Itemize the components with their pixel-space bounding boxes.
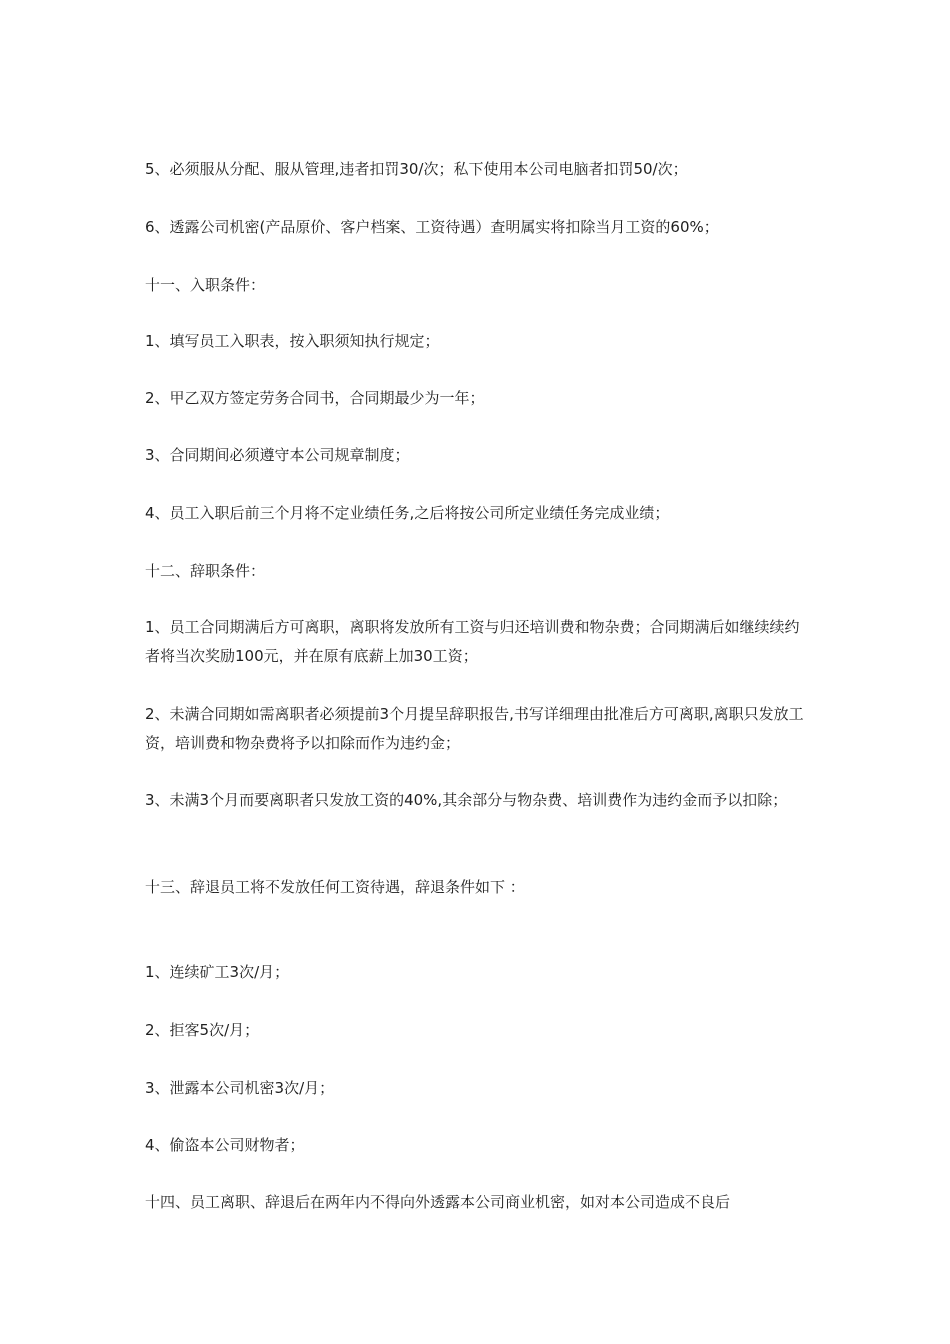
paragraph-dismiss-1: 1、连续矿工3次/月； (145, 963, 290, 981)
paragraph-resign-1: 1、员工合同期满后方可离职，离职将发放所有工资与归还培训费和物杂费；合同期满后如继续续约者将当次奖励100元，并在原有底薪上加30工资； (145, 618, 800, 665)
paragraph-entry-1: 1、填写员工入职表，按入职须知执行规定； (145, 332, 440, 350)
paragraph-rule-5: 5、必须服从分配、服从管理,违者扣罚30/次；私下使用本公司电脑者扣罚50/次； (145, 160, 688, 178)
paragraph-entry-2: 2、甲乙双方签定劳务合同书，合同期最少为一年； (145, 389, 485, 407)
paragraph-entry-3: 3、合同期间必须遵守本公司规章制度； (145, 446, 410, 464)
section-heading-14: 十四、员工离职、辞退后在两年内不得向外透露本公司商业机密，如对本公司造成不良后 (145, 1193, 731, 1211)
paragraph-dismiss-2: 2、拒客5次/月； (145, 1021, 260, 1039)
paragraph-resign-2: 2、未满合同期如需离职者必须提前3个月提呈辞职报告,书写详细理由批准后方可离职,离职只发放工资，培训费和物杂费将予以扣除而作为违约金； (145, 705, 804, 752)
section-heading-13: 十三、辞退员工将不发放任何工资待遇，辞退条件如下 ： (145, 878, 525, 896)
paragraph-entry-4: 4、员工入职后前三个月将不定业绩任务,之后将按公司所定业绩任务完成业绩； (145, 504, 670, 522)
paragraph-dismiss-4: 4、偷盗本公司财物者； (145, 1136, 305, 1154)
paragraph-rule-6: 6、透露公司机密(产品原价、客户档案、工资待遇）查明属实将扣除当月工资的60%； (145, 218, 719, 236)
section-heading-12: 十二、辞职条件： (145, 562, 266, 580)
paragraph-dismiss-3: 3、泄露本公司机密3次/月； (145, 1079, 335, 1097)
paragraph-resign-3: 3、未满3个月而要离职者只发放工资的40%,其余部分与物杂费、培训费作为违约金而予以扣除； (145, 791, 788, 809)
section-heading-11: 十一、入职条件： (145, 276, 266, 294)
